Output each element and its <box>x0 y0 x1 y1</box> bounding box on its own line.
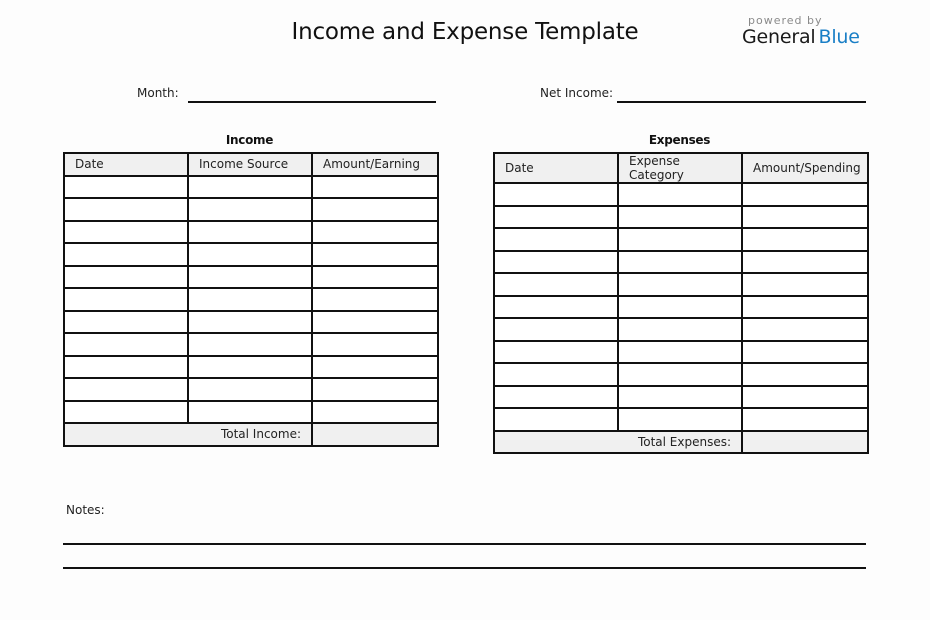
net-income-field[interactable] <box>617 101 866 103</box>
expenses-col-category: Expense Category <box>618 153 742 183</box>
expenses-cell[interactable] <box>494 363 618 386</box>
income-cell[interactable] <box>64 333 188 356</box>
income-cell[interactable] <box>188 221 312 244</box>
expenses-cell[interactable] <box>742 296 868 319</box>
expenses-cell[interactable] <box>618 386 742 409</box>
income-cell[interactable] <box>64 401 188 424</box>
notes-line-1[interactable] <box>63 543 866 545</box>
expenses-table-row <box>494 363 868 386</box>
expenses-cell[interactable] <box>742 228 868 251</box>
expenses-cell[interactable] <box>742 183 868 206</box>
income-table-row <box>64 176 438 199</box>
income-cell[interactable] <box>312 266 438 289</box>
total-expenses-label: Total Expenses: <box>494 431 742 454</box>
income-cell[interactable] <box>188 176 312 199</box>
expenses-table-row <box>494 408 868 431</box>
expenses-col-amount: Amount/Spending <box>742 153 868 183</box>
income-cell[interactable] <box>64 378 188 401</box>
expenses-cell[interactable] <box>494 206 618 229</box>
income-section-title: Income <box>225 133 274 147</box>
income-cell[interactable] <box>188 356 312 379</box>
income-cell[interactable] <box>312 356 438 379</box>
expenses-cell[interactable] <box>742 206 868 229</box>
brand-name-blue: Blue <box>818 26 860 48</box>
total-expenses-value[interactable] <box>742 431 868 454</box>
income-table-row <box>64 401 438 424</box>
notes-label: Notes: <box>66 503 105 517</box>
brand-name-general: General <box>742 26 816 48</box>
expenses-col-date: Date <box>494 153 618 183</box>
income-cell[interactable] <box>188 243 312 266</box>
expenses-table-row <box>494 341 868 364</box>
expenses-cell[interactable] <box>742 251 868 274</box>
income-cell[interactable] <box>312 378 438 401</box>
income-col-date: Date <box>64 153 188 176</box>
expenses-header-row <box>494 153 868 183</box>
income-total-row <box>64 423 438 446</box>
income-table-row <box>64 243 438 266</box>
income-cell[interactable] <box>312 198 438 221</box>
income-cell[interactable] <box>188 333 312 356</box>
income-col-amount: Amount/Earning <box>312 153 438 176</box>
brand-logo <box>742 14 860 48</box>
income-table-row <box>64 356 438 379</box>
expenses-table-row <box>494 206 868 229</box>
expenses-cell[interactable] <box>618 341 742 364</box>
income-cell[interactable] <box>64 243 188 266</box>
income-cell[interactable] <box>64 198 188 221</box>
month-field[interactable] <box>188 101 436 103</box>
expenses-cell[interactable] <box>618 408 742 431</box>
income-cell[interactable] <box>188 401 312 424</box>
powered-by-text: powered by <box>748 14 823 27</box>
expenses-cell[interactable] <box>494 318 618 341</box>
expenses-table-row <box>494 386 868 409</box>
total-income-label: Total Income: <box>64 423 312 446</box>
expenses-cell[interactable] <box>742 273 868 296</box>
expenses-cell[interactable] <box>618 363 742 386</box>
expenses-cell[interactable] <box>494 228 618 251</box>
expenses-table-row <box>494 296 868 319</box>
brand-name <box>742 26 860 48</box>
income-cell[interactable] <box>188 311 312 334</box>
expenses-cell[interactable] <box>494 296 618 319</box>
notes-line-2[interactable] <box>63 567 866 569</box>
income-cell[interactable] <box>64 311 188 334</box>
income-table-row <box>64 288 438 311</box>
expenses-table-row <box>494 228 868 251</box>
month-label: Month: <box>137 86 179 100</box>
income-cell[interactable] <box>64 176 188 199</box>
income-cell[interactable] <box>188 288 312 311</box>
income-table-row <box>64 333 438 356</box>
income-cell[interactable] <box>312 243 438 266</box>
income-cell[interactable] <box>312 288 438 311</box>
expenses-cell[interactable] <box>742 363 868 386</box>
expenses-cell[interactable] <box>742 318 868 341</box>
income-cell[interactable] <box>188 378 312 401</box>
expenses-table-row <box>494 251 868 274</box>
income-cell[interactable] <box>312 311 438 334</box>
expenses-cell[interactable] <box>618 273 742 296</box>
expenses-cell[interactable] <box>742 408 868 431</box>
expenses-table <box>493 152 869 454</box>
expenses-cell[interactable] <box>618 206 742 229</box>
expenses-cell[interactable] <box>494 183 618 206</box>
expenses-table-row <box>494 273 868 296</box>
income-table-row <box>64 198 438 221</box>
expenses-section-title: Expenses <box>648 133 711 147</box>
expenses-cell[interactable] <box>494 341 618 364</box>
income-cell[interactable] <box>64 266 188 289</box>
income-cell[interactable] <box>64 288 188 311</box>
expenses-cell[interactable] <box>742 341 868 364</box>
expenses-cell[interactable] <box>618 228 742 251</box>
income-col-source: Income Source <box>188 153 312 176</box>
expenses-cell[interactable] <box>494 386 618 409</box>
expenses-cell[interactable] <box>618 296 742 319</box>
expenses-table-row <box>494 183 868 206</box>
expenses-cell[interactable] <box>742 386 868 409</box>
expenses-cell[interactable] <box>494 251 618 274</box>
income-cell[interactable] <box>312 176 438 199</box>
income-cell[interactable] <box>312 401 438 424</box>
expenses-cell[interactable] <box>618 251 742 274</box>
expenses-cell[interactable] <box>618 318 742 341</box>
expenses-cell[interactable] <box>494 273 618 296</box>
income-cell[interactable] <box>312 333 438 356</box>
income-cell[interactable] <box>64 221 188 244</box>
expenses-cell[interactable] <box>618 183 742 206</box>
income-cell[interactable] <box>64 356 188 379</box>
expenses-table-row <box>494 318 868 341</box>
income-table-row <box>64 378 438 401</box>
net-income-label: Net Income: <box>540 86 614 100</box>
income-table-row <box>64 221 438 244</box>
income-header-row <box>64 153 438 176</box>
expenses-total-row <box>494 431 868 454</box>
total-income-value[interactable] <box>312 423 438 446</box>
income-cell[interactable] <box>312 221 438 244</box>
page-title: Income and Expense Template <box>291 19 639 45</box>
expenses-cell[interactable] <box>494 408 618 431</box>
income-cell[interactable] <box>188 198 312 221</box>
income-table <box>63 152 439 447</box>
income-cell[interactable] <box>188 266 312 289</box>
income-table-row <box>64 311 438 334</box>
income-table-row <box>64 266 438 289</box>
